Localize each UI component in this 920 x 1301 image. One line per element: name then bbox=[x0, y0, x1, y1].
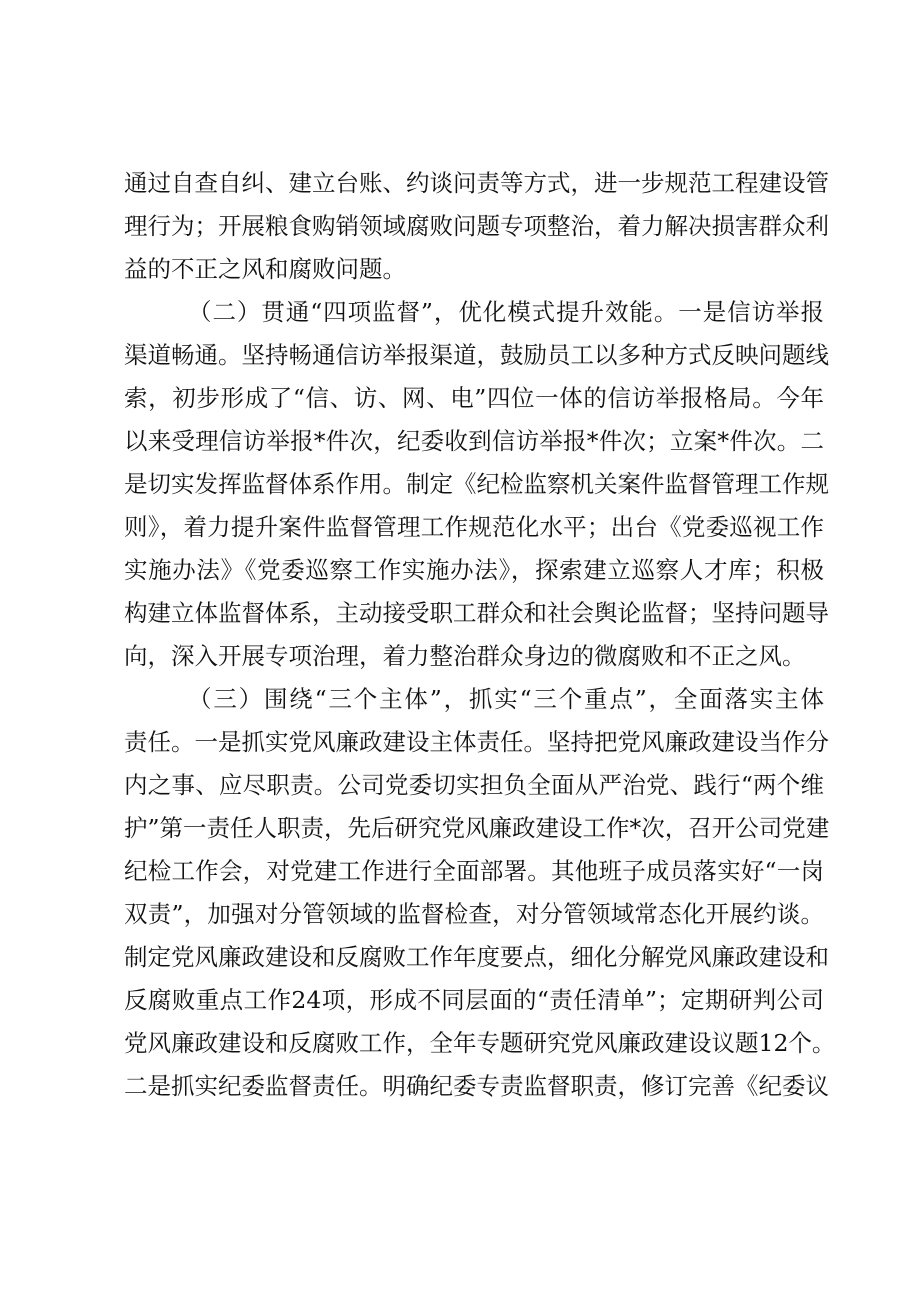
text-line: 以来受理信访举报*件次，纪委收到信访举报*件次；立案*件次。二 bbox=[124, 427, 824, 455]
paragraph-heading-line: （二）贯通“四项监督”，优化模式提升效能。一是信访举报 bbox=[188, 298, 824, 326]
text-line: 则》，着力提升案件监督管理工作规范化水平；出台《党委巡视工作 bbox=[124, 513, 824, 541]
text-line: 是切实发挥监督体系作用。制定《纪检监察机关案件监督管理工作规 bbox=[124, 470, 829, 498]
text-line: 索，初步形成了“信、访、网、电”四位一体的信访举报格局。今年 bbox=[124, 384, 824, 412]
text-line: 内之事、应尽职责。公司党委切实担负全面从严治党、践行“两个维 bbox=[124, 771, 824, 799]
text-line: 护”第一责任人职责，先后研究党风廉政建设工作*次，召开公司党建 bbox=[124, 814, 830, 842]
text-line: 党风廉政建设和反腐败工作，全年专题研究党风廉政建设议题12个。 bbox=[124, 1029, 836, 1057]
text-line: 通过自查自纠、建立台账、约谈问责等方式，进一步规范工程建设管 bbox=[124, 169, 829, 197]
text-line: 构建立体监督体系，主动接受职工群众和社会舆论监督；坚持问题导 bbox=[124, 599, 829, 627]
text-line: 责任。一是抓实党风廉政建设主体责任。坚持把党风廉政建设当作分 bbox=[124, 728, 829, 756]
text-line: 理行为；开展粮食购销领域腐败问题专项整治，着力解决损害群众利 bbox=[124, 212, 829, 240]
text-line: 双责”，加强对分管领域的监督检查，对分管领域常态化开展约谈。 bbox=[124, 900, 824, 928]
text-line: 实施办法》《党委巡察工作实施办法》，探索建立巡察人才库；积极 bbox=[124, 556, 824, 584]
text-line: 纪检工作会，对党建工作进行全面部署。其他班子成员落实好“一岗 bbox=[124, 857, 824, 885]
text-line: 二是抓实纪委监督责任。明确纪委专责监督职责，修订完善《纪委议 bbox=[124, 1072, 829, 1100]
paragraph-heading-line: （三）围绕“三个主体”，抓实“三个重点”，全面落实主体 bbox=[188, 685, 824, 713]
text-line: 益的不正之风和腐败问题。 bbox=[124, 255, 406, 283]
text-line: 反腐败重点工作24项，形成不同层面的“责任清单”；定期研判公司 bbox=[124, 986, 824, 1014]
text-line: 向，深入开展专项治理，着力整治群众身边的微腐败和不正之风。 bbox=[124, 642, 806, 670]
text-line: 制定党风廉政建设和反腐败工作年度要点，细化分解党风廉政建设和 bbox=[124, 943, 829, 971]
text-line: 渠道畅通。坚持畅通信访举报渠道，鼓励员工以多种方式反映问题线 bbox=[124, 341, 829, 369]
